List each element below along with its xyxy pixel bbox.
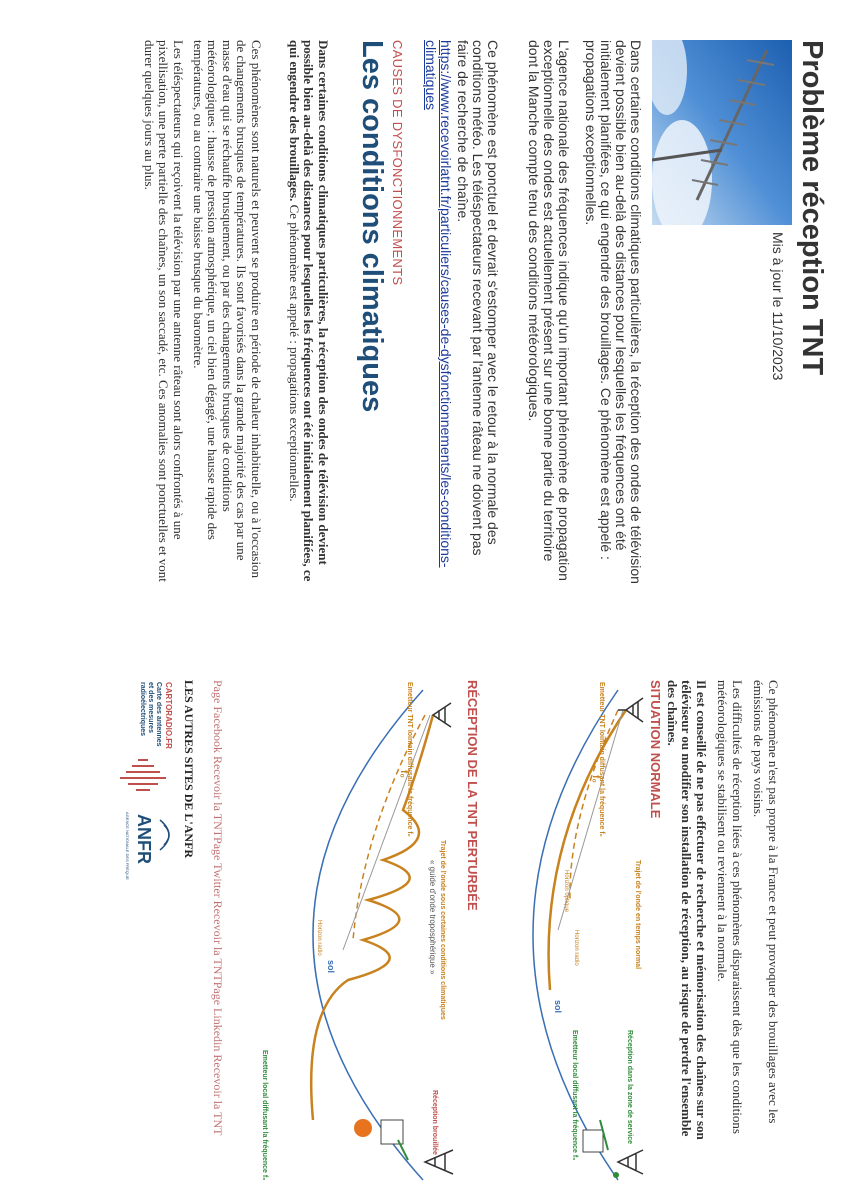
heading-perturbed: RÉCEPTION DE LA TNT PERTURBÉE (465, 680, 480, 911)
section-title: Les conditions climatiques (356, 40, 388, 413)
sol-label: sol (553, 1000, 563, 1014)
f0-label: f₀ (590, 775, 601, 783)
cartoradio-name: CARTORADIO.FR (164, 682, 173, 749)
horizon-dashed (353, 715, 425, 940)
signal-icon (120, 760, 166, 790)
intro-paragraph-3: Ce phénomène est ponctuel et devrait s'estomper avec le retour à la normale des conditions météo. Les téléspectateurs recevant par l'antenne râteau ne doivent pas faire de recherche de chaîne. (455, 40, 501, 556)
update-date: Mis à jour le 11/10/2023 (770, 232, 786, 381)
anfr-name: ANFR (134, 814, 154, 864)
wave-label: Trajet de l'onde en temps normal (634, 860, 641, 970)
section-tag: CAUSES DE DYSFONCTIONNEMENTS (390, 40, 405, 286)
antenna-photo (652, 40, 792, 225)
horizon-radio-label: Horizon radio (316, 920, 322, 956)
wave-path (549, 710, 626, 990)
body-paragraph-1 (287, 40, 331, 585)
guided-wave-path (311, 715, 433, 1120)
far-emitter-label: Emetteur TNT lointain diffusant la fréquence f₀ (598, 682, 605, 837)
cartoradio-logo[interactable] (114, 680, 176, 798)
diagram-normal (493, 680, 648, 1190)
social-links[interactable]: Page Facebook Recevoir la TNTPage Twitter Recevoir la TNTPage Linkedin Recevoir la TNT (211, 680, 225, 1136)
body-paragraph-1-rest: Ce phénomène est appelé : propagations exceptionnelles. (287, 201, 302, 502)
anfr-waves-icon (160, 820, 169, 850)
other-sites-heading: LES AUTRES SITES DE L'ANFR (182, 680, 196, 859)
horizon-radio-label: Horizon radio (573, 930, 579, 966)
guide-label: « guide d'onde troposphérique » (428, 860, 437, 975)
zone-label: Réception dans la zone de service (626, 1030, 633, 1144)
body-paragraph-2: Ces phénomènes sont naturels et peuvent se produire en période de chaleur inhabituelle, ou à l'occasion de changements brusques de températures. Ils sont favorisés dans la grande majorité des cas par une masse d'eau qui se réchauffe brusquement, ou par des changements brusques de conditions météorologiques : hausse de pression atmosphérique, un ciel bien dégagé, une hausse rapide des températures, ou au contraire une baisse brusque du baromètre. (191, 40, 264, 579)
right-paragraph-2: Les difficultés de réception liées à ces phénomènes disparaissent dès que les conditions météorologiques se stabilisent ou reviennent à la normale. (715, 680, 745, 1134)
diagram-perturbed (248, 680, 463, 1190)
horizon-optique-label: Horizon optique (563, 870, 569, 913)
local-emitter-label: Emetteur local diffusant la fréquence f₀ (261, 1050, 268, 1181)
body-paragraph-1-bold: Dans certaines conditions climatiques particulières, la réception des ondes de télévision devient possible bien au-delà des distances pour lesquelles les fréquences ont été initialement planifiées, ce qui engendre des brouillages. (287, 40, 331, 582)
f0-label: f₀ (398, 770, 409, 778)
source-link[interactable]: https://www.recevoirlatnt.fr/particuliers/causes-de-dysfonctionnements/les-conditions-climatiques (423, 40, 454, 568)
right-paragraph-3: Il est conseillé de ne pas effectuer de recherche et mémorisation des chaînes sur son téléviseur ou modifier son installation de réception, au risque de perdre l'ensemble des chaînes. (665, 680, 709, 1140)
house-icon (583, 1130, 603, 1152)
sol-label: sol (326, 960, 336, 974)
intro-paragraph-1: Dans certaines conditions climatiques particulières, la réception des ondes de télévision devient possible bien au-delà des distances pour lesquelles les fréquences ont été initialement planifiées, ce qui engendre des brouillages. Ce phénomène est appelé : propagations exceptionnelles. (583, 40, 644, 584)
heading-normal: SITUATION NORMALE (648, 680, 663, 819)
page-title: Problème réception TNT (796, 40, 828, 376)
local-dot-icon (613, 1172, 619, 1178)
body-paragraph-3: Les téléspectateurs qui reçoivent la télévision par une antenne râteau sont alors confrontés à une pixellisation, une perte partielle des chaînes, un son saccadé, etc. Ces anomalies sont ponctuelles et vont durer quelques jours au plus. (142, 40, 186, 582)
local-tower-icon (618, 1150, 643, 1174)
interference-icon (354, 1119, 372, 1137)
intro-paragraph-2: L'agence nationale des fréquences indique qu'un important phénomène de propagation exceptionnelle des ondes est actuellement présent sur une bonne partie du territoire dont la Manche compte tenu des conditions météorologiques. (526, 40, 572, 581)
anfr-logo[interactable] (114, 810, 176, 880)
cartoradio-tagline: Carte des antennes et des mesures radioélectriques (139, 682, 162, 747)
local-tower-icon (425, 1150, 453, 1174)
anfr-tagline: AGENCE NATIONALE DES FRÉQUENCES (125, 812, 130, 880)
wave-label: Trajet de l'onde sous certaines conditions climatiques (439, 840, 446, 1020)
far-tower-icon (433, 703, 451, 727)
far-emitter-label: Emetteur TNT lointain diffusant la fréquence f₀ (406, 682, 413, 837)
reception-label: Réception brouillée (431, 1090, 438, 1155)
local-emitter-label: Emetteur local diffusant la fréquence f₀ (571, 1030, 578, 1161)
right-paragraph-1: Ce phénomène n'est pas propre à la France et peut provoquer des brouillages avec les émissions de pays voisins. (751, 680, 781, 1124)
radio-horizon-line (343, 715, 430, 950)
house-icon (381, 1120, 403, 1144)
